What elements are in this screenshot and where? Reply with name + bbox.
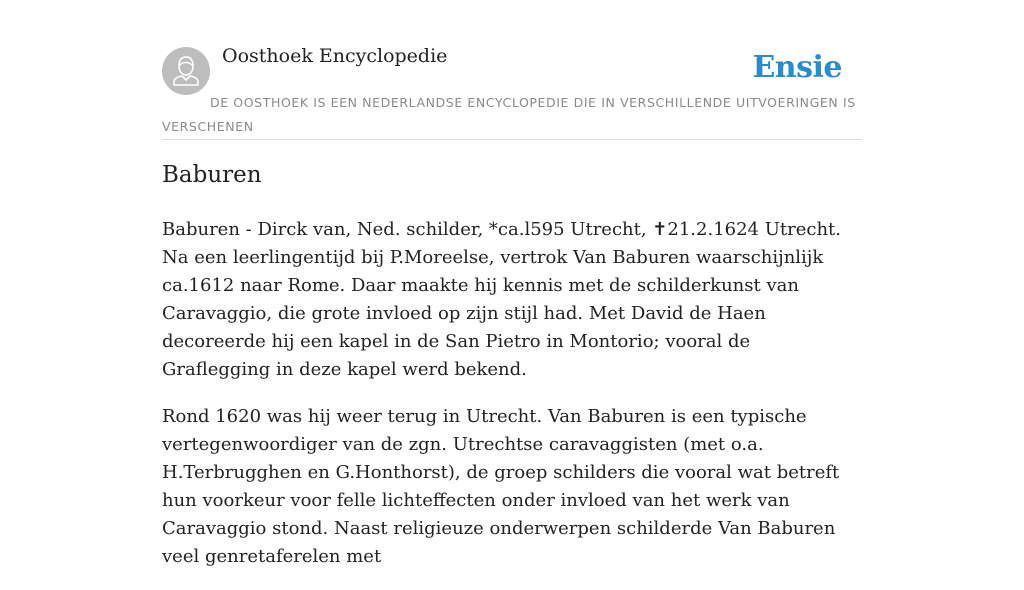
- source-name-link[interactable]: Oosthoek Encyclopedie: [222, 45, 448, 67]
- article-body: [162, 216, 862, 590]
- header-divider: [162, 139, 862, 140]
- user-silhouette-icon[interactable]: [162, 47, 210, 95]
- article-title: Baburen: [162, 162, 262, 188]
- source-description: DE OOSTHOEK IS EEN NEDERLANDSE ENCYCLOPEDIE DIE IN VERSCHILLENDE UITVOERINGEN IS VERSCHENEN: [162, 95, 856, 134]
- article-paragraph: Rond 1620 was hij weer terug in Utrecht. Van Baburen is een typische vertegenwoordiger van de zgn. Utrechtse caravaggisten (met o.a. H.Terbrugghen en G.Honthorst), de groep schilders die vooral wat betreft hun voorkeur voor felle lichteffecten onder invloed van het werk van Caravaggio stond. Naast religieuze onderwerpen schilderde Van Baburen veel genretaferelen met: [162, 406, 840, 567]
- article-paragraph: Baburen - Dirck van, Ned. schilder, *ca.l595 Utrecht, ✝21.2.1624 Utrecht. Na een leerlingentijd bij P.Moreelse, vertrok Van Baburen waarschijnlijk ca.1612 naar Rome. Daar maakte hij kennis met de schilderkunst van Caravaggio, die grote invloed op zijn stijl had. Met David de Haen decoreerde hij een kapel in de San Pietro in Montorio; vooral de Graflegging in deze kapel werd bekend.: [162, 219, 842, 380]
- brand-logo[interactable]: Ensie: [752, 50, 842, 85]
